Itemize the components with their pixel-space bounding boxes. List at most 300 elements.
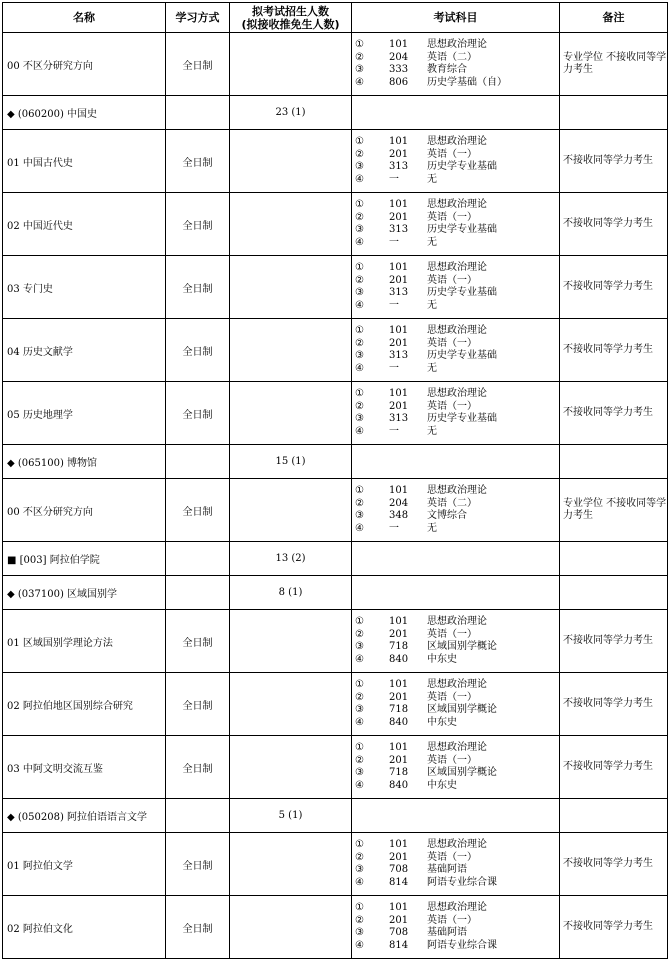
subject-line bbox=[355, 262, 559, 275]
subject-index: ④ bbox=[355, 236, 364, 248]
subject-code: 201 bbox=[389, 400, 409, 412]
subject-name: 基础阿语 bbox=[427, 927, 467, 938]
subject-name: 英语（二） bbox=[427, 497, 477, 509]
subject-index: ② bbox=[355, 337, 364, 349]
subject-name: 思想政治理论 bbox=[427, 388, 487, 399]
subject-line bbox=[355, 426, 559, 439]
subject-line bbox=[355, 401, 559, 414]
subject-line bbox=[355, 780, 559, 793]
subject-line bbox=[355, 300, 559, 313]
quota-cell: 15 (1) bbox=[230, 445, 352, 479]
subject-line bbox=[355, 510, 559, 523]
subject-line bbox=[355, 287, 559, 300]
subject-code: 201 bbox=[389, 337, 409, 349]
subject-index: ④ bbox=[355, 653, 364, 665]
study-mode-cell: 全日制 bbox=[166, 193, 230, 256]
study-mode-cell: 全日制 bbox=[166, 256, 230, 319]
subject-code: 814 bbox=[389, 939, 409, 951]
study-mode-cell bbox=[166, 799, 230, 833]
header-quota-line1: 拟考试招生人数 bbox=[252, 4, 329, 18]
subject-code: 201 bbox=[389, 914, 409, 926]
subject-code: 101 bbox=[389, 136, 409, 147]
subject-code: 201 bbox=[389, 148, 409, 160]
subject-name: 思想政治理论 bbox=[427, 39, 487, 50]
subject-code: 101 bbox=[389, 199, 409, 210]
note-cell: 不接收同等学力考生 bbox=[560, 319, 668, 382]
program-name-cell: 02 中国近代史 bbox=[3, 193, 166, 256]
note-cell: 专业学位 不接收同等学力考生 bbox=[560, 479, 668, 542]
group-row bbox=[3, 799, 668, 833]
quota-cell: 13 (2) bbox=[230, 542, 352, 576]
subject-line bbox=[355, 275, 559, 288]
study-mode-cell: 全日制 bbox=[166, 610, 230, 673]
subject-line bbox=[355, 64, 559, 77]
study-mode-cell: 全日制 bbox=[166, 736, 230, 799]
subjects-cell bbox=[352, 542, 560, 576]
subject-index: ① bbox=[355, 616, 364, 627]
subject-name: 基础阿语 bbox=[427, 864, 467, 875]
subject-index: ① bbox=[355, 136, 364, 147]
subject-index: ② bbox=[355, 400, 364, 412]
subject-index: ② bbox=[355, 691, 364, 703]
subject-index: ③ bbox=[355, 350, 364, 361]
subject-line bbox=[355, 717, 559, 730]
subjects-cell bbox=[352, 445, 560, 479]
subject-index: ③ bbox=[355, 161, 364, 172]
subject-name: 中东史 bbox=[427, 716, 457, 728]
subject-line bbox=[355, 742, 559, 755]
subject-code: 201 bbox=[389, 851, 409, 863]
subject-name: 历史学专业基础 bbox=[427, 161, 497, 172]
subject-code: 840 bbox=[389, 779, 409, 791]
subject-code: 101 bbox=[389, 39, 409, 50]
subject-index: ① bbox=[355, 199, 364, 210]
subject-line bbox=[355, 77, 559, 90]
subject-name: 无 bbox=[427, 236, 437, 248]
subject-code: 一 bbox=[389, 425, 399, 437]
subject-name: 无 bbox=[427, 362, 437, 374]
study-mode-cell bbox=[166, 542, 230, 576]
subject-line bbox=[355, 413, 559, 426]
subject-index: ① bbox=[355, 325, 364, 336]
subject-code: 806 bbox=[389, 76, 409, 88]
subject-line bbox=[355, 388, 559, 401]
header-note: 备注 bbox=[560, 3, 668, 33]
table-row bbox=[3, 33, 668, 96]
program-name-cell: 00 不区分研究方向 bbox=[3, 479, 166, 542]
subject-index: ① bbox=[355, 388, 364, 399]
subject-name: 历史学专业基础 bbox=[427, 350, 497, 361]
subject-name: 英语（一） bbox=[427, 274, 477, 286]
note-cell: 专业学位 不接收同等学力考生 bbox=[560, 33, 668, 96]
subject-index: ③ bbox=[355, 704, 364, 715]
subject-index: ④ bbox=[355, 362, 364, 374]
subject-line bbox=[355, 679, 559, 692]
subjects-cell bbox=[352, 256, 560, 319]
subject-name: 思想政治理论 bbox=[427, 616, 487, 627]
note-cell: 不接收同等学力考生 bbox=[560, 256, 668, 319]
group-row bbox=[3, 542, 668, 576]
subject-name: 思想政治理论 bbox=[427, 742, 487, 753]
subject-name: 英语（一） bbox=[427, 400, 477, 412]
subject-name: 英语（一） bbox=[427, 148, 477, 160]
subject-code: 一 bbox=[389, 236, 399, 248]
table-row bbox=[3, 610, 668, 673]
subject-name: 英语（一） bbox=[427, 628, 477, 640]
quota-cell: 5 (1) bbox=[230, 799, 352, 833]
subject-code: 313 bbox=[389, 224, 409, 235]
subject-line bbox=[355, 767, 559, 780]
subject-name: 思想政治理论 bbox=[427, 485, 487, 496]
program-name-cell: ◆ (065100) 博物馆 bbox=[3, 445, 166, 479]
program-name-cell: ◆ (050208) 阿拉伯语语言文学 bbox=[3, 799, 166, 833]
subject-code: 348 bbox=[389, 510, 409, 521]
subject-name: 英语（一） bbox=[427, 851, 477, 863]
study-mode-cell: 全日制 bbox=[166, 896, 230, 959]
subject-line bbox=[355, 915, 559, 928]
subject-line bbox=[355, 485, 559, 498]
subject-code: 101 bbox=[389, 388, 409, 399]
subject-name: 思想政治理论 bbox=[427, 839, 487, 850]
quota-cell bbox=[230, 256, 352, 319]
subjects-cell bbox=[352, 833, 560, 896]
subject-name: 历史学专业基础 bbox=[427, 287, 497, 298]
subject-index: ① bbox=[355, 679, 364, 690]
table-row bbox=[3, 193, 668, 256]
subject-index: ① bbox=[355, 485, 364, 496]
subject-code: 一 bbox=[389, 173, 399, 185]
subject-line bbox=[355, 338, 559, 351]
subject-code: 814 bbox=[389, 876, 409, 888]
group-row bbox=[3, 576, 668, 610]
subject-line bbox=[355, 616, 559, 629]
subject-index: ③ bbox=[355, 767, 364, 778]
subject-line bbox=[355, 629, 559, 642]
program-name-cell: ■ [003] 阿拉伯学院 bbox=[3, 542, 166, 576]
subject-line bbox=[355, 692, 559, 705]
subject-name: 教育综合 bbox=[427, 64, 467, 75]
program-name-cell: 01 阿拉伯文学 bbox=[3, 833, 166, 896]
table-row bbox=[3, 256, 668, 319]
enrollment-table bbox=[2, 2, 668, 959]
subject-index: ① bbox=[355, 839, 364, 850]
subject-code: 一 bbox=[389, 522, 399, 534]
program-name-cell: ◆ (037100) 区域国别学 bbox=[3, 576, 166, 610]
subjects-cell bbox=[352, 610, 560, 673]
header-name: 名称 bbox=[3, 3, 166, 33]
subject-index: ② bbox=[355, 754, 364, 766]
group-row bbox=[3, 96, 668, 130]
subjects-cell bbox=[352, 736, 560, 799]
subject-line bbox=[355, 839, 559, 852]
subjects-cell bbox=[352, 673, 560, 736]
table-body bbox=[3, 33, 668, 959]
subject-code: 101 bbox=[389, 902, 409, 913]
subject-index: ③ bbox=[355, 864, 364, 875]
study-mode-cell: 全日制 bbox=[166, 673, 230, 736]
table-row bbox=[3, 479, 668, 542]
subject-code: 313 bbox=[389, 161, 409, 172]
subject-name: 区域国别学概论 bbox=[427, 767, 497, 778]
subject-name: 英语（一） bbox=[427, 914, 477, 926]
subject-line bbox=[355, 237, 559, 250]
subjects-cell bbox=[352, 576, 560, 610]
subject-line bbox=[355, 39, 559, 52]
subject-name: 英语（一） bbox=[427, 337, 477, 349]
subject-line bbox=[355, 149, 559, 162]
subject-line bbox=[355, 927, 559, 940]
table-row bbox=[3, 736, 668, 799]
quota-cell bbox=[230, 896, 352, 959]
subject-index: ① bbox=[355, 39, 364, 50]
subjects-cell bbox=[352, 479, 560, 542]
subject-name: 英语（一） bbox=[427, 691, 477, 703]
subject-code: 708 bbox=[389, 864, 409, 875]
subject-code: 204 bbox=[389, 497, 409, 509]
note-cell: 不接收同等学力考生 bbox=[560, 193, 668, 256]
subject-code: 840 bbox=[389, 716, 409, 728]
study-mode-cell bbox=[166, 445, 230, 479]
quota-cell bbox=[230, 193, 352, 256]
subject-index: ② bbox=[355, 51, 364, 63]
subject-name: 无 bbox=[427, 173, 437, 185]
subject-name: 中东史 bbox=[427, 779, 457, 791]
subject-code: 840 bbox=[389, 653, 409, 665]
subject-name: 无 bbox=[427, 425, 437, 437]
subjects-cell bbox=[352, 799, 560, 833]
subject-line bbox=[355, 212, 559, 225]
subject-code: 313 bbox=[389, 287, 409, 298]
subject-index: ④ bbox=[355, 173, 364, 185]
note-cell: 不接收同等学力考生 bbox=[560, 130, 668, 193]
subject-name: 历史学专业基础 bbox=[427, 224, 497, 235]
note-cell: 不接收同等学力考生 bbox=[560, 896, 668, 959]
program-name-cell: 01 中国古代史 bbox=[3, 130, 166, 193]
note-cell: 不接收同等学力考生 bbox=[560, 736, 668, 799]
subject-line bbox=[355, 864, 559, 877]
program-name-cell: 01 区域国别学理论方法 bbox=[3, 610, 166, 673]
study-mode-cell bbox=[166, 96, 230, 130]
subject-line bbox=[355, 902, 559, 915]
subject-name: 英语（二） bbox=[427, 51, 477, 63]
subject-index: ② bbox=[355, 211, 364, 223]
study-mode-cell bbox=[166, 576, 230, 610]
quota-cell bbox=[230, 479, 352, 542]
header-mode: 学习方式 bbox=[166, 3, 230, 33]
subject-line bbox=[355, 52, 559, 65]
quota-cell: 23 (1) bbox=[230, 96, 352, 130]
subject-index: ④ bbox=[355, 939, 364, 951]
table-row bbox=[3, 382, 668, 445]
subject-line bbox=[355, 641, 559, 654]
note-cell bbox=[560, 542, 668, 576]
subject-index: ② bbox=[355, 148, 364, 160]
subject-code: 204 bbox=[389, 51, 409, 63]
subject-line bbox=[355, 940, 559, 953]
subject-code: 718 bbox=[389, 641, 409, 652]
program-name-cell: 00 不区分研究方向 bbox=[3, 33, 166, 96]
subject-index: ③ bbox=[355, 224, 364, 235]
table-row bbox=[3, 833, 668, 896]
study-mode-cell: 全日制 bbox=[166, 33, 230, 96]
study-mode-cell: 全日制 bbox=[166, 130, 230, 193]
header-quota bbox=[230, 3, 352, 33]
subject-code: 313 bbox=[389, 350, 409, 361]
header-quota-line2: (拟接收推免生人数) bbox=[241, 17, 340, 31]
subject-line bbox=[355, 174, 559, 187]
subject-index: ④ bbox=[355, 522, 364, 534]
subjects-cell bbox=[352, 33, 560, 96]
subject-index: ③ bbox=[355, 510, 364, 521]
subject-index: ① bbox=[355, 902, 364, 913]
quota-cell bbox=[230, 610, 352, 673]
subject-name: 历史学专业基础 bbox=[427, 413, 497, 424]
note-cell bbox=[560, 799, 668, 833]
subject-index: ③ bbox=[355, 287, 364, 298]
subject-line bbox=[355, 199, 559, 212]
table-row bbox=[3, 319, 668, 382]
subject-code: 201 bbox=[389, 211, 409, 223]
note-cell: 不接收同等学力考生 bbox=[560, 382, 668, 445]
quota-cell bbox=[230, 833, 352, 896]
subject-code: 201 bbox=[389, 628, 409, 640]
subject-code: 101 bbox=[389, 485, 409, 496]
study-mode-cell: 全日制 bbox=[166, 833, 230, 896]
subject-code: 101 bbox=[389, 262, 409, 273]
subjects-cell bbox=[352, 193, 560, 256]
subject-index: ④ bbox=[355, 716, 364, 728]
subject-line bbox=[355, 877, 559, 890]
subject-index: ④ bbox=[355, 876, 364, 888]
header-subjects: 考试科目 bbox=[352, 3, 560, 33]
note-cell bbox=[560, 96, 668, 130]
subject-name: 历史学基础（自） bbox=[427, 76, 507, 88]
subject-line bbox=[355, 523, 559, 536]
note-cell: 不接收同等学力考生 bbox=[560, 833, 668, 896]
note-cell bbox=[560, 445, 668, 479]
subject-name: 思想政治理论 bbox=[427, 136, 487, 147]
header-row bbox=[3, 3, 668, 33]
subject-name: 英语（一） bbox=[427, 211, 477, 223]
note-cell: 不接收同等学力考生 bbox=[560, 673, 668, 736]
subject-code: 333 bbox=[389, 64, 409, 75]
subject-line bbox=[355, 704, 559, 717]
program-name-cell: 03 中阿文明交流互鉴 bbox=[3, 736, 166, 799]
subject-code: 201 bbox=[389, 691, 409, 703]
subject-index: ② bbox=[355, 497, 364, 509]
table-row bbox=[3, 673, 668, 736]
quota-cell: 8 (1) bbox=[230, 576, 352, 610]
quota-cell bbox=[230, 130, 352, 193]
subject-code: 708 bbox=[389, 927, 409, 938]
subject-name: 文博综合 bbox=[427, 510, 467, 521]
subject-index: ③ bbox=[355, 641, 364, 652]
subject-index: ① bbox=[355, 742, 364, 753]
subject-index: ③ bbox=[355, 413, 364, 424]
subject-name: 思想政治理论 bbox=[427, 679, 487, 690]
subject-code: 201 bbox=[389, 274, 409, 286]
quota-cell bbox=[230, 736, 352, 799]
subject-code: 718 bbox=[389, 704, 409, 715]
program-name-cell: ◆ (060200) 中国史 bbox=[3, 96, 166, 130]
subject-name: 无 bbox=[427, 299, 437, 311]
subjects-cell bbox=[352, 382, 560, 445]
subject-index: ② bbox=[355, 628, 364, 640]
subject-code: 一 bbox=[389, 299, 399, 311]
subject-line bbox=[355, 350, 559, 363]
subject-line bbox=[355, 755, 559, 768]
quota-cell bbox=[230, 319, 352, 382]
subject-code: 一 bbox=[389, 362, 399, 374]
program-name-cell: 05 历史地理学 bbox=[3, 382, 166, 445]
subject-index: ④ bbox=[355, 76, 364, 88]
subjects-cell bbox=[352, 130, 560, 193]
quota-cell bbox=[230, 33, 352, 96]
subject-name: 思想政治理论 bbox=[427, 262, 487, 273]
study-mode-cell: 全日制 bbox=[166, 479, 230, 542]
subject-index: ② bbox=[355, 851, 364, 863]
subject-index: ③ bbox=[355, 64, 364, 75]
group-row bbox=[3, 445, 668, 479]
note-cell bbox=[560, 576, 668, 610]
table-row bbox=[3, 896, 668, 959]
subject-line bbox=[355, 161, 559, 174]
subject-name: 区域国别学概论 bbox=[427, 704, 497, 715]
program-name-cell: 03 专门史 bbox=[3, 256, 166, 319]
subject-line bbox=[355, 224, 559, 237]
quota-cell bbox=[230, 382, 352, 445]
subject-name: 英语（一） bbox=[427, 754, 477, 766]
subjects-cell bbox=[352, 896, 560, 959]
subject-line bbox=[355, 363, 559, 376]
study-mode-cell: 全日制 bbox=[166, 319, 230, 382]
subject-index: ④ bbox=[355, 425, 364, 437]
subject-line bbox=[355, 498, 559, 511]
subject-index: ② bbox=[355, 914, 364, 926]
subject-code: 101 bbox=[389, 839, 409, 850]
subject-index: ④ bbox=[355, 779, 364, 791]
subject-code: 101 bbox=[389, 679, 409, 690]
subject-name: 无 bbox=[427, 522, 437, 534]
subject-line bbox=[355, 852, 559, 865]
table-row bbox=[3, 130, 668, 193]
quota-cell bbox=[230, 673, 352, 736]
subject-name: 区域国别学概论 bbox=[427, 641, 497, 652]
subject-line bbox=[355, 136, 559, 149]
subject-code: 101 bbox=[389, 325, 409, 336]
subjects-cell bbox=[352, 96, 560, 130]
subject-code: 313 bbox=[389, 413, 409, 424]
subject-line bbox=[355, 325, 559, 338]
subject-name: 思想政治理论 bbox=[427, 325, 487, 336]
subject-name: 思想政治理论 bbox=[427, 902, 487, 913]
study-mode-cell: 全日制 bbox=[166, 382, 230, 445]
subject-name: 中东史 bbox=[427, 653, 457, 665]
subject-index: ② bbox=[355, 274, 364, 286]
subject-name: 阿语专业综合课 bbox=[427, 876, 497, 888]
subject-code: 101 bbox=[389, 742, 409, 753]
subject-index: ③ bbox=[355, 927, 364, 938]
program-name-cell: 02 阿拉伯文化 bbox=[3, 896, 166, 959]
subject-index: ④ bbox=[355, 299, 364, 311]
subject-code: 101 bbox=[389, 616, 409, 627]
subject-name: 阿语专业综合课 bbox=[427, 939, 497, 951]
subjects-cell bbox=[352, 319, 560, 382]
program-name-cell: 04 历史文献学 bbox=[3, 319, 166, 382]
program-name-cell: 02 阿拉伯地区国别综合研究 bbox=[3, 673, 166, 736]
note-cell: 不接收同等学力考生 bbox=[560, 610, 668, 673]
subject-index: ① bbox=[355, 262, 364, 273]
